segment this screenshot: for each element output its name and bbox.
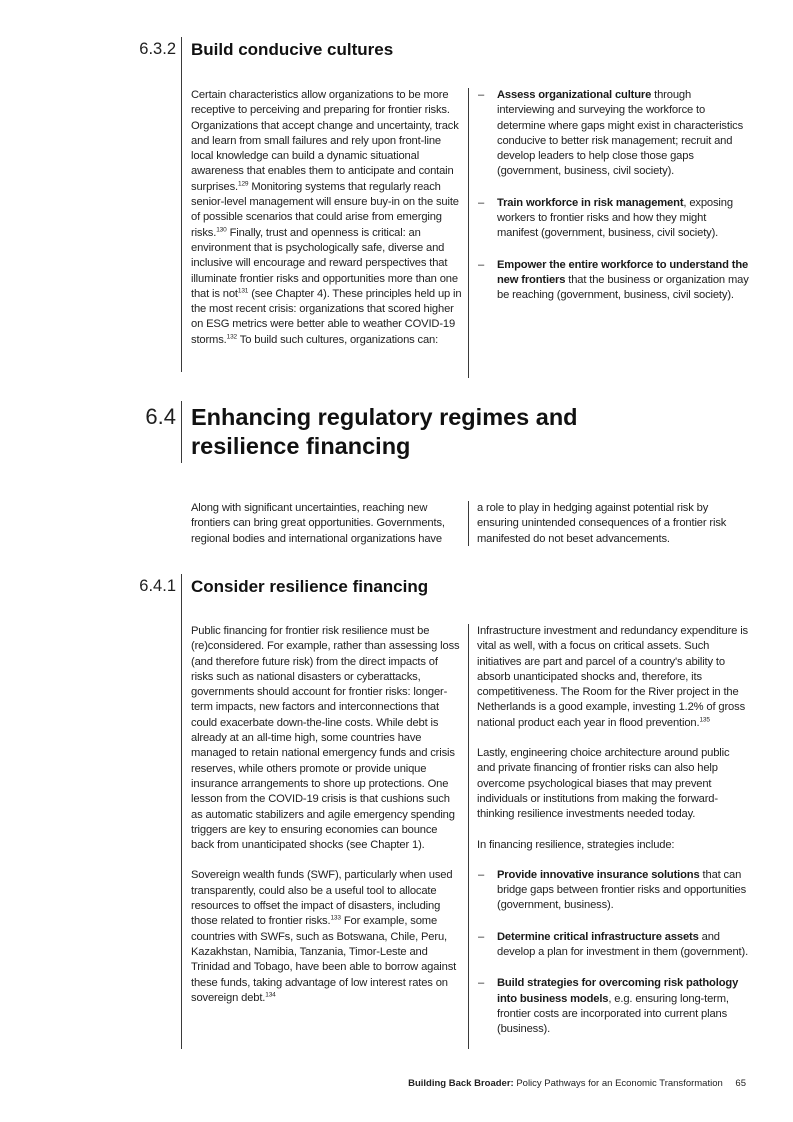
- list-item: – Train workforce in risk management, exposing workers to frontier risks and how they might manifest (government, business, civil society).: [478, 196, 733, 240]
- section-title-6-4: Enhancing regulatory regimes and resilience financing: [191, 404, 578, 459]
- list-item: – Build strategies for overcoming risk pathology into business models, e.g. ensuring long-term, frontier costs are incorporated into current plans (business).: [478, 977, 739, 1036]
- culture-actions-list: [469, 88, 749, 304]
- list-item: – Empower the entire workforce to understand the new frontiers that the business or organization may be reaching (government, business, civil society).: [478, 258, 749, 302]
- section-rule-6-4-1: [181, 574, 182, 1049]
- paragraph-infrastructure: Infrastructure investment and redundancy expenditure is vital as well, with a focus on critical assets. Such initiatives are part and parcel of a country's ability to absorb unanticipated shocks and, therefore, its competitiveness. The Room for the River project in the Netherlands is a good example, investing 1.2% of gross national product each year in flood prevention.$^{135}$: [477, 625, 748, 729]
- paragraph-strategies-intro: In financing resilience, strategies include:: [477, 838, 675, 851]
- paragraph-choice-architecture: Lastly, engineering choice architecture around public and private financing of frontier risks can also help overcome psychological biases that may prevent individuals or institutions from making the forward-thinking resilience investments needed today.: [477, 747, 730, 821]
- list-item: – Determine critical infrastructure assets and develop a plan for investment in them (government).: [478, 930, 749, 959]
- footer-report-title: Building Back Broader:: [408, 1078, 514, 1089]
- section-rule-6-3-2: [181, 37, 182, 372]
- column-rule-6-4: [468, 501, 469, 546]
- section-title-6-4-1: Consider resilience financing: [191, 577, 429, 596]
- section-number-6-4-1: 6.4.1: [139, 577, 176, 595]
- section-number-6-4: 6.4: [145, 404, 176, 429]
- paragraph-sovereign-wealth: Sovereign wealth funds (SWF), particularly when used transparently, could also be a useful tool to allocate resources to offset the impact of disasters, including those related to frontier risks.$^{133}$ For example, some countries with SWFs, such as Botswana, Chile, Peru, Kazakhstan, Namibia, Tanzania, Timor-Leste and Trinidad and Tobago, have been able to borrow against these funds, taking advantage of low interest rates on sovereign debt.$^{134}$: [191, 869, 457, 1004]
- footer-subtitle: Policy Pathways for an Economic Transformation: [513, 1078, 723, 1089]
- section-rule-6-4: [181, 401, 182, 463]
- resilience-left-column: [191, 624, 463, 1006]
- list-item: – Provide innovative insurance solutions that can bridge gaps between frontier risks and opportunities (government, business).: [478, 868, 747, 912]
- paragraph-regulatory-intro-right: a role to play in hedging against potential risk by ensuring unintended consequences of a frontier risk manifested do not beset advancements.: [477, 502, 727, 545]
- page-number: 65: [735, 1078, 746, 1089]
- list-item: – Assess organizational culture through interviewing and surveying the workforce to determine where gaps might exist in characteristics conducive to better risk management; recruit and develop leaders to help close those gaps (government, business, civil society).: [478, 89, 744, 178]
- paragraph-public-financing: Public financing for frontier risk resilience must be (re)considered. For example, rather than assessing loss (and therefore future risk) from the direct impacts of risks such as national disasters or cyberattacks, governments should account for frontier risks: longer-term impacts, new factors and interconnections that could exacerbate down-the-line costs. While debt is already at an all-time high, some countries have managed to retain national emergency funds and crisis reserves, while others promote or provide unique insurance arrangements to shore up protections. One lesson from the COVID-19 crisis is that cushions such as automatic stabilizers and agile emergency spending triggers are key to ensuring economies can bounce back from unanticipated shocks (see Chapter 1).: [191, 625, 460, 852]
- section-title-6-3-2: Build conducive cultures: [191, 40, 394, 59]
- paragraph-regulatory-intro-left: Along with significant uncertainties, reaching new frontiers can bring great opportunities. Governments, regional bodies and international organizations have: [191, 502, 445, 545]
- resilience-right-column: [477, 624, 749, 1038]
- paragraph-cultures: Certain characteristics allow organizations to be more receptive to perceiving and preparing for frontier risks. Organizations that accept change and uncertainty, track and learn from small failures and rely upon front-line local knowledge can build a dynamic situational awareness that enables them to anticipate and contain surprises.$^{129}$ Monitoring systems that regularly reach senior-level management will ensure buy-in on the suite of possible scenarios that could arise from emerging risks.$^{130}$ Finally, trust and openness is critical: an environment that is psychologically safe, diverse and inclusive will encourage and reward perspectives that illuminate frontier risks and opportunities more than one that is not$^{131}$ (see Chapter 4). These principles held up in the most recent crisis: organizations that scored higher on ESG metrics were better able to weather COVID-19 storms.$^{132}$ To build such cultures, organizations can:: [191, 89, 462, 346]
- page-footer: [408, 1078, 746, 1089]
- section-number-6-3-2: 6.3.2: [139, 40, 176, 58]
- financing-strategies-list: [469, 868, 749, 1038]
